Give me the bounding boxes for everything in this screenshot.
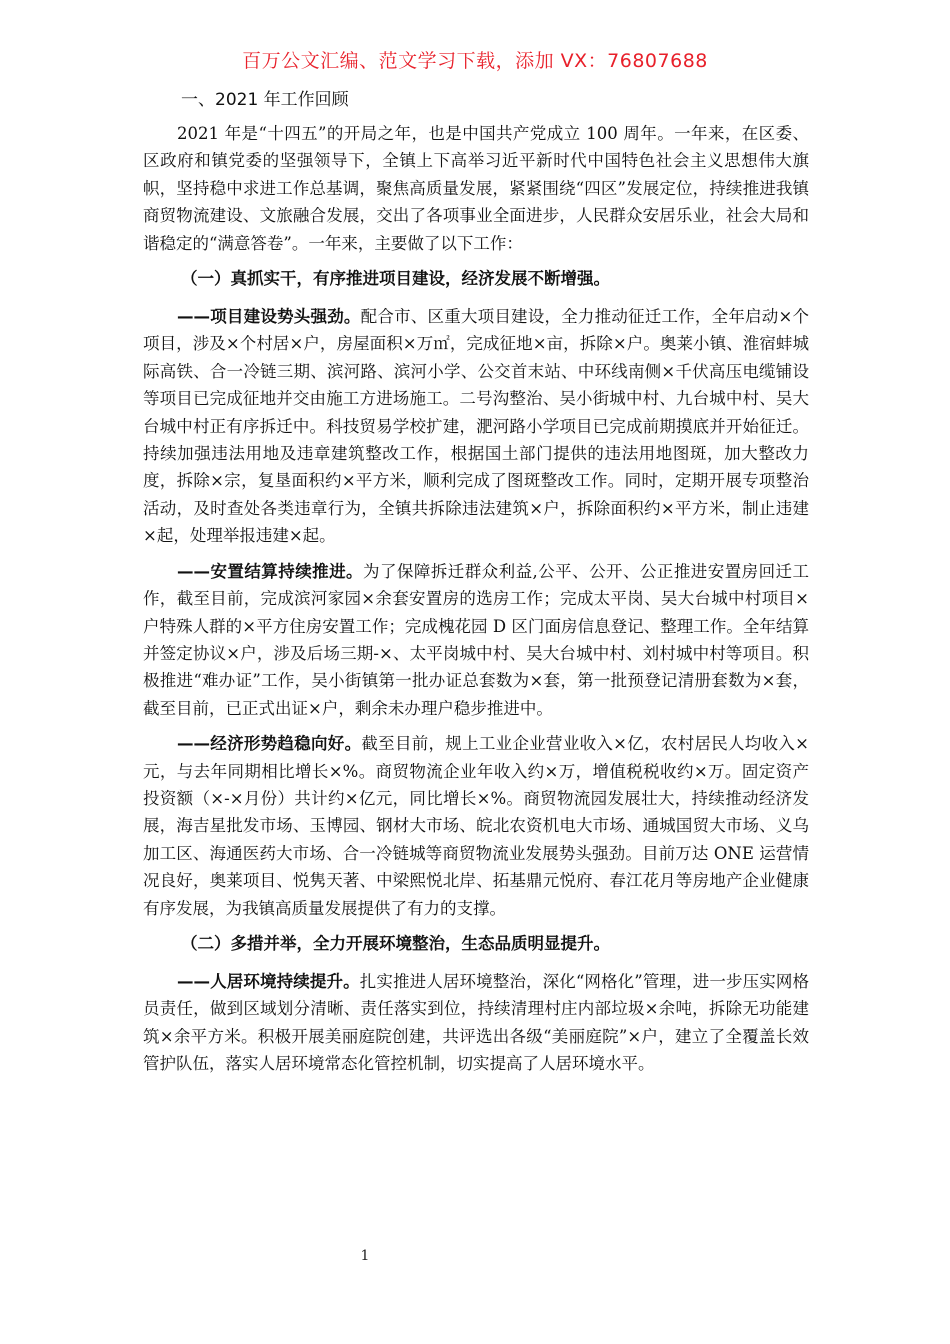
part2-title: （二）多措并举，全力开展环境整治，生态品质明显提升。: [181, 933, 610, 953]
paragraph-text: 配合市、区重大项目建设，全力推动征迁工作，全年启动×个项目，涉及×个村居×户，房屋面积×万㎡，完成征地×亩，拆除×户。奥莱小镇、淮宿蚌城际高铁、合一冷链三期、滨河路、滨河小学、公交首末站、中环线南侧×千伏高压电缆铺设等项目已完成征地并交由施工方进场施工。二号沟整治、吴小街城中村、九台城中村、吴大台城中村正有序拆迁中。科技贸易学校扩建，淝河路小学项目已完成前期摸底并开始征迁。持续加强违法用地及违章建筑整改工作，根据国土部门提供的违法用地图斑，加大整改力度，拆除×宗，复垦面积约×平方米，顺利完成了图斑整改工作。同时，定期开展专项整治活动，及时查处各类违章行为，全镇共拆除违法建筑×户，拆除面积约×平方米，制止违建×起，处理举报违建×起。: [143, 307, 810, 546]
document-body: [143, 86, 809, 1086]
paragraph-lead: ——安置结算持续推进。: [177, 561, 364, 581]
paragraph-project-construction: [143, 303, 809, 550]
section-title: 一、2021 年工作回顾: [181, 90, 349, 110]
paragraph-resettlement: [143, 558, 809, 722]
paragraph-text: 为了保障拆迁群众利益,公平、公开、公正推进安置房回迁工作，截至目前，完成滨河家园×余套安置房的选房工作；完成太平岗、吴大台城中村项目×户特殊人群的×平方住房安置工作；完成槐花园 D 区门面房信息登记、整理工作。全年结算并签定协议×户，涉及后场三期-×、太平岗城中村、吴大台城中村、刘村城中村等项目。积极推进“难办证”工作，吴小街镇第一批办证总套数为×套，第一批预登记清册套数为×套，截至目前，已正式出证×户，剩余未办理户稳步推进中。: [143, 561, 809, 718]
paragraph-text: 扎实推进人居环境整治，深化“网格化”管理，进一步压实网格员责任，做到区域划分清晰、责任落实到位，持续清理村庄内部垃圾×余吨，拆除无功能建筑×余平方米。积极开展美丽庭院创建，共评选出各级“美丽庭院”×户，建立了全覆盖长效管护队伍，落实人居环境常态化管控机制，切实提高了人居环境水平。: [143, 971, 809, 1074]
header-banner: 百万公文汇编、范文学习下载，添加 VX：76807688: [242, 50, 708, 72]
page-number: 1: [360, 1248, 370, 1264]
paragraph-lead: ——经济形势趋稳向好。: [177, 734, 362, 754]
part1-title: （一）真抓实干，有序推进项目建设，经济发展不断增强。: [181, 269, 610, 289]
intro-paragraph: 2021 年是“十四五”的开局之年，也是中国共产党成立 100 周年。一年来，在区委、区政府和镇党委的坚强领导下，全镇上下高举习近平新时代中国特色社会主义思想伟大旗帜，坚持稳中求进工作总基调，聚焦高质量发展，紧紧围绕“四区”发展定位，持续推进我镇商贸物流建设、文旅融合发展，交出了各项事业全面进步，人民群众安居乐业，社会大局和谐稳定的“满意答卷”。一年来，主要做了以下工作：: [143, 124, 809, 253]
paragraph-text: 截至目前，规上工业企业营业收入×亿，农村居民人均收入×元，与去年同期相比增长×%。商贸物流企业年收入约×万，增值税税收约×万。固定资产投资额（×-×月份）共计约×亿元，同比增长×%。商贸物流园发展壮大，持续推动经济发展，海吉星批发市场、玉博园、钢材大市场、皖北农资机电大市场、通城国贸大市场、义乌加工区、海通医药大市场、合一冷链城等商贸物流业发展势头强劲。目前万达 ONE 运营情况良好，奥莱项目、悦隽天著、中梁熙悦北岸、拓基鼎元悦府、春江花月等房地产企业健康有序发展，为我镇高质量发展提供了有力的支撑。: [143, 734, 809, 918]
paragraph-living-environment: [143, 968, 809, 1078]
paragraph-lead: ——人居环境持续提升。: [177, 971, 360, 991]
paragraph-lead: ——项目建设势头强劲。: [177, 307, 361, 327]
paragraph-economy: [143, 730, 809, 922]
